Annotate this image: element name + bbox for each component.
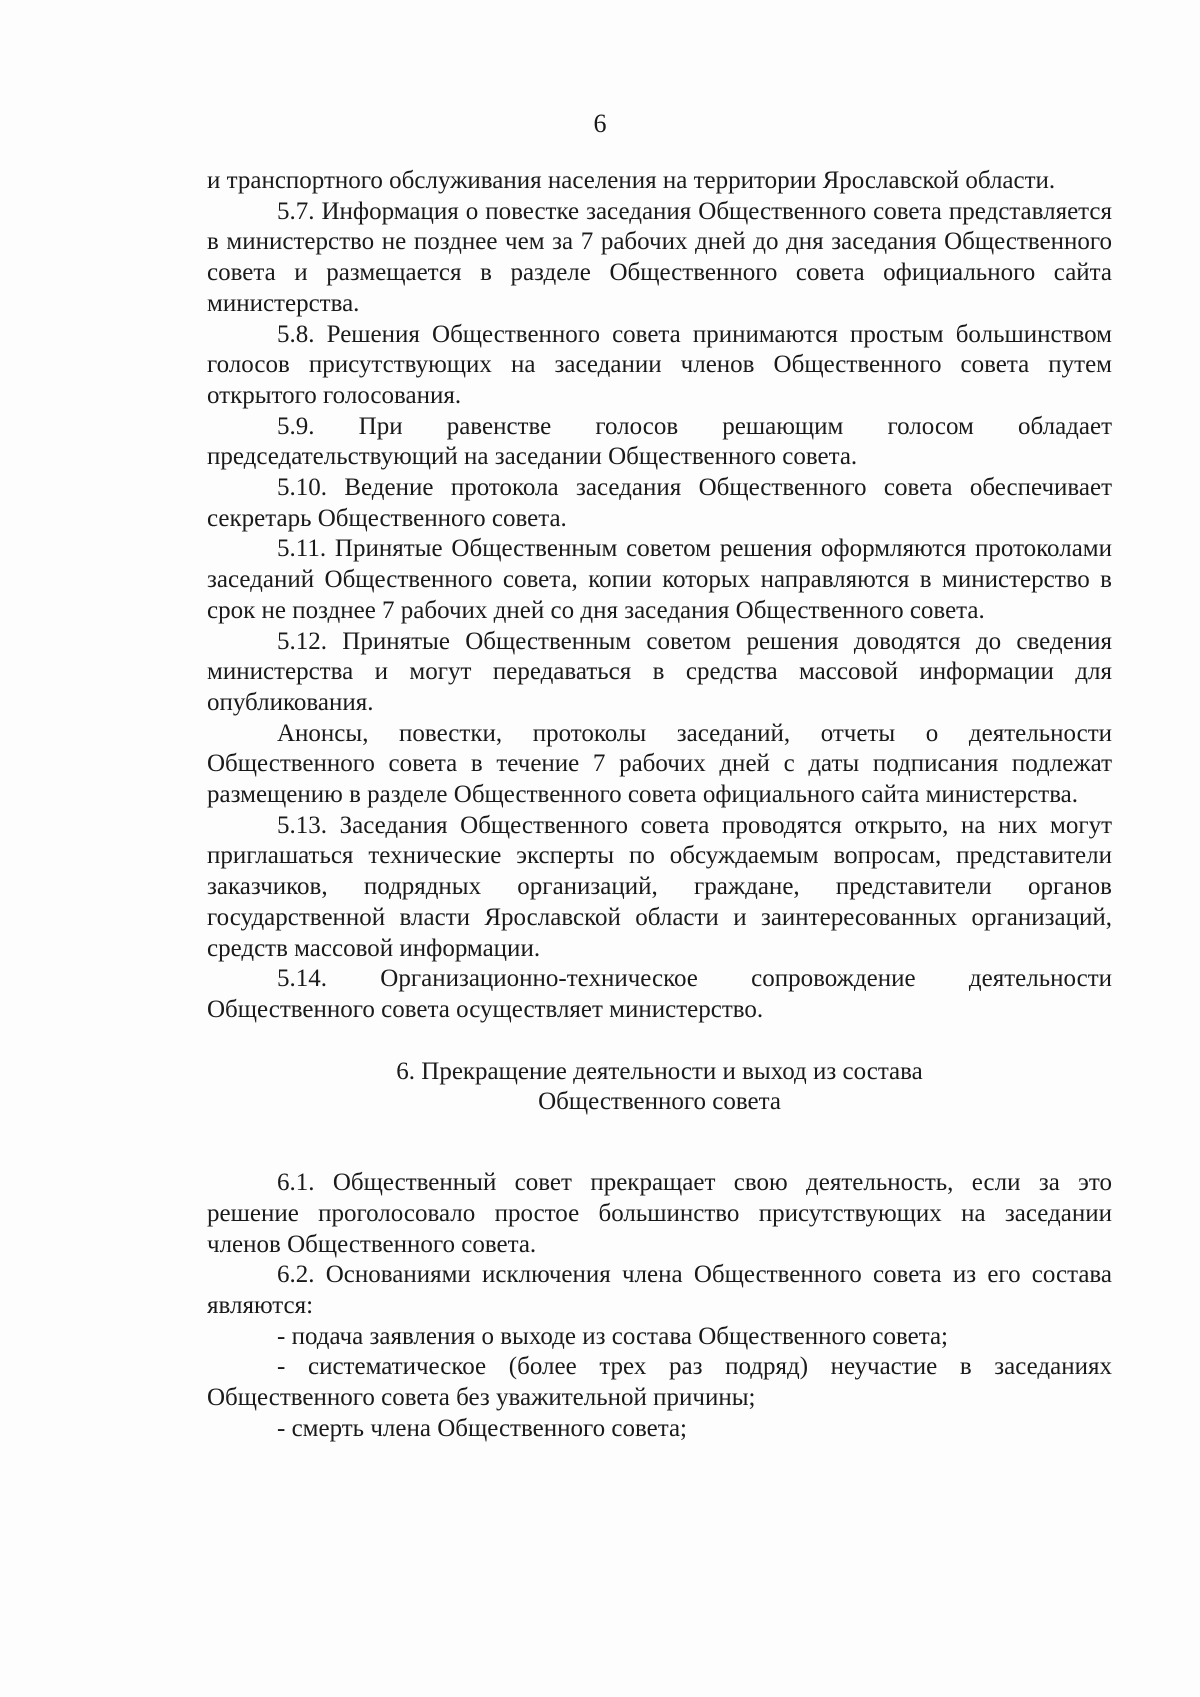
list-item-resignation: - подача заявления о выходе из состава Общественного совета; bbox=[277, 1322, 948, 1350]
paragraph-5-14: 5.14. Организационно-техническое сопровождение деятельности Общественного совета осуществляет министерство. bbox=[207, 965, 1112, 1023]
page-number: 6 bbox=[593, 109, 607, 138]
paragraph-5-10: 5.10. Ведение протокола заседания Общественного совета обеспечивает секретарь Общественного совета. bbox=[207, 474, 1112, 532]
paragraph-5-9: 5.9. При равенстве голосов решающим голосом обладает председательствующий на заседании Общественного совета. bbox=[207, 412, 1112, 471]
list-item-death: - смерть члена Общественного совета; bbox=[277, 1414, 687, 1442]
section-heading-line-1: 6. Прекращение деятельности и выход из состава bbox=[396, 1057, 923, 1085]
paragraph-5-11: 5.11. Принятые Общественным советом решения оформляются протоколами заседаний Общественного совета, копии которых направляются в министерство в срок не позднее 7 рабочих дней со дня заседания Общественного совета. bbox=[207, 535, 1112, 624]
paragraph-5-8: 5.8. Решения Общественного совета принимаются простым большинством голосов присутствующих на заседании членов Общественного совета путем открытого голосования. bbox=[207, 320, 1112, 409]
paragraph-6-2: 6.2. Основаниями исключения члена Общественного совета из его состава являются: bbox=[207, 1261, 1112, 1319]
paragraph-continuation: и транспортного обслуживания населения на территории Ярославской области. bbox=[207, 167, 1056, 194]
paragraph-5-13: 5.13. Заседания Общественного совета проводятся открыто, на них могут приглашаться технические эксперты по обсуждаемым вопросам, представители заказчиков, подрядных организаций, граждане, представители органов государственной власти Ярославской области и заинтересованных организаций, средств массовой информации. bbox=[207, 811, 1112, 962]
paragraph-5-12: 5.12. Принятые Общественным советом решения доводятся до сведения министерства и могут передаваться в средства массовой информации для опубликования. bbox=[207, 627, 1112, 716]
paragraph-5-7: 5.7. Информация о повестке заседания Общественного совета представляется в министерство не позднее чем за 7 рабочих дней до дня заседания Общественного совета и размещается в разделе Общественного совета официального сайта министерства. bbox=[207, 197, 1112, 317]
section-heading-6 bbox=[207, 1057, 1112, 1118]
section-heading-line-2: Общественного совета bbox=[538, 1088, 781, 1116]
paragraph-announcements: Анонсы, повестки, протоколы заседаний, отчеты о деятельности Общественного совета в течение 7 рабочих дней с даты подписания подлежат размещению в разделе Общественного совета официального сайта министерства. bbox=[207, 719, 1112, 809]
document-body bbox=[207, 166, 1112, 1444]
paragraph-6-1: 6.1. Общественный совет прекращает свою деятельность, если за это решение проголосовало простое большинство присутствующих на заседании членов Общественного совета. bbox=[207, 1169, 1112, 1258]
list-item-absence: - систематическое (более трех раз подряд) неучастие в заседаниях Общественного совета без уважительной причины; bbox=[207, 1353, 1112, 1412]
